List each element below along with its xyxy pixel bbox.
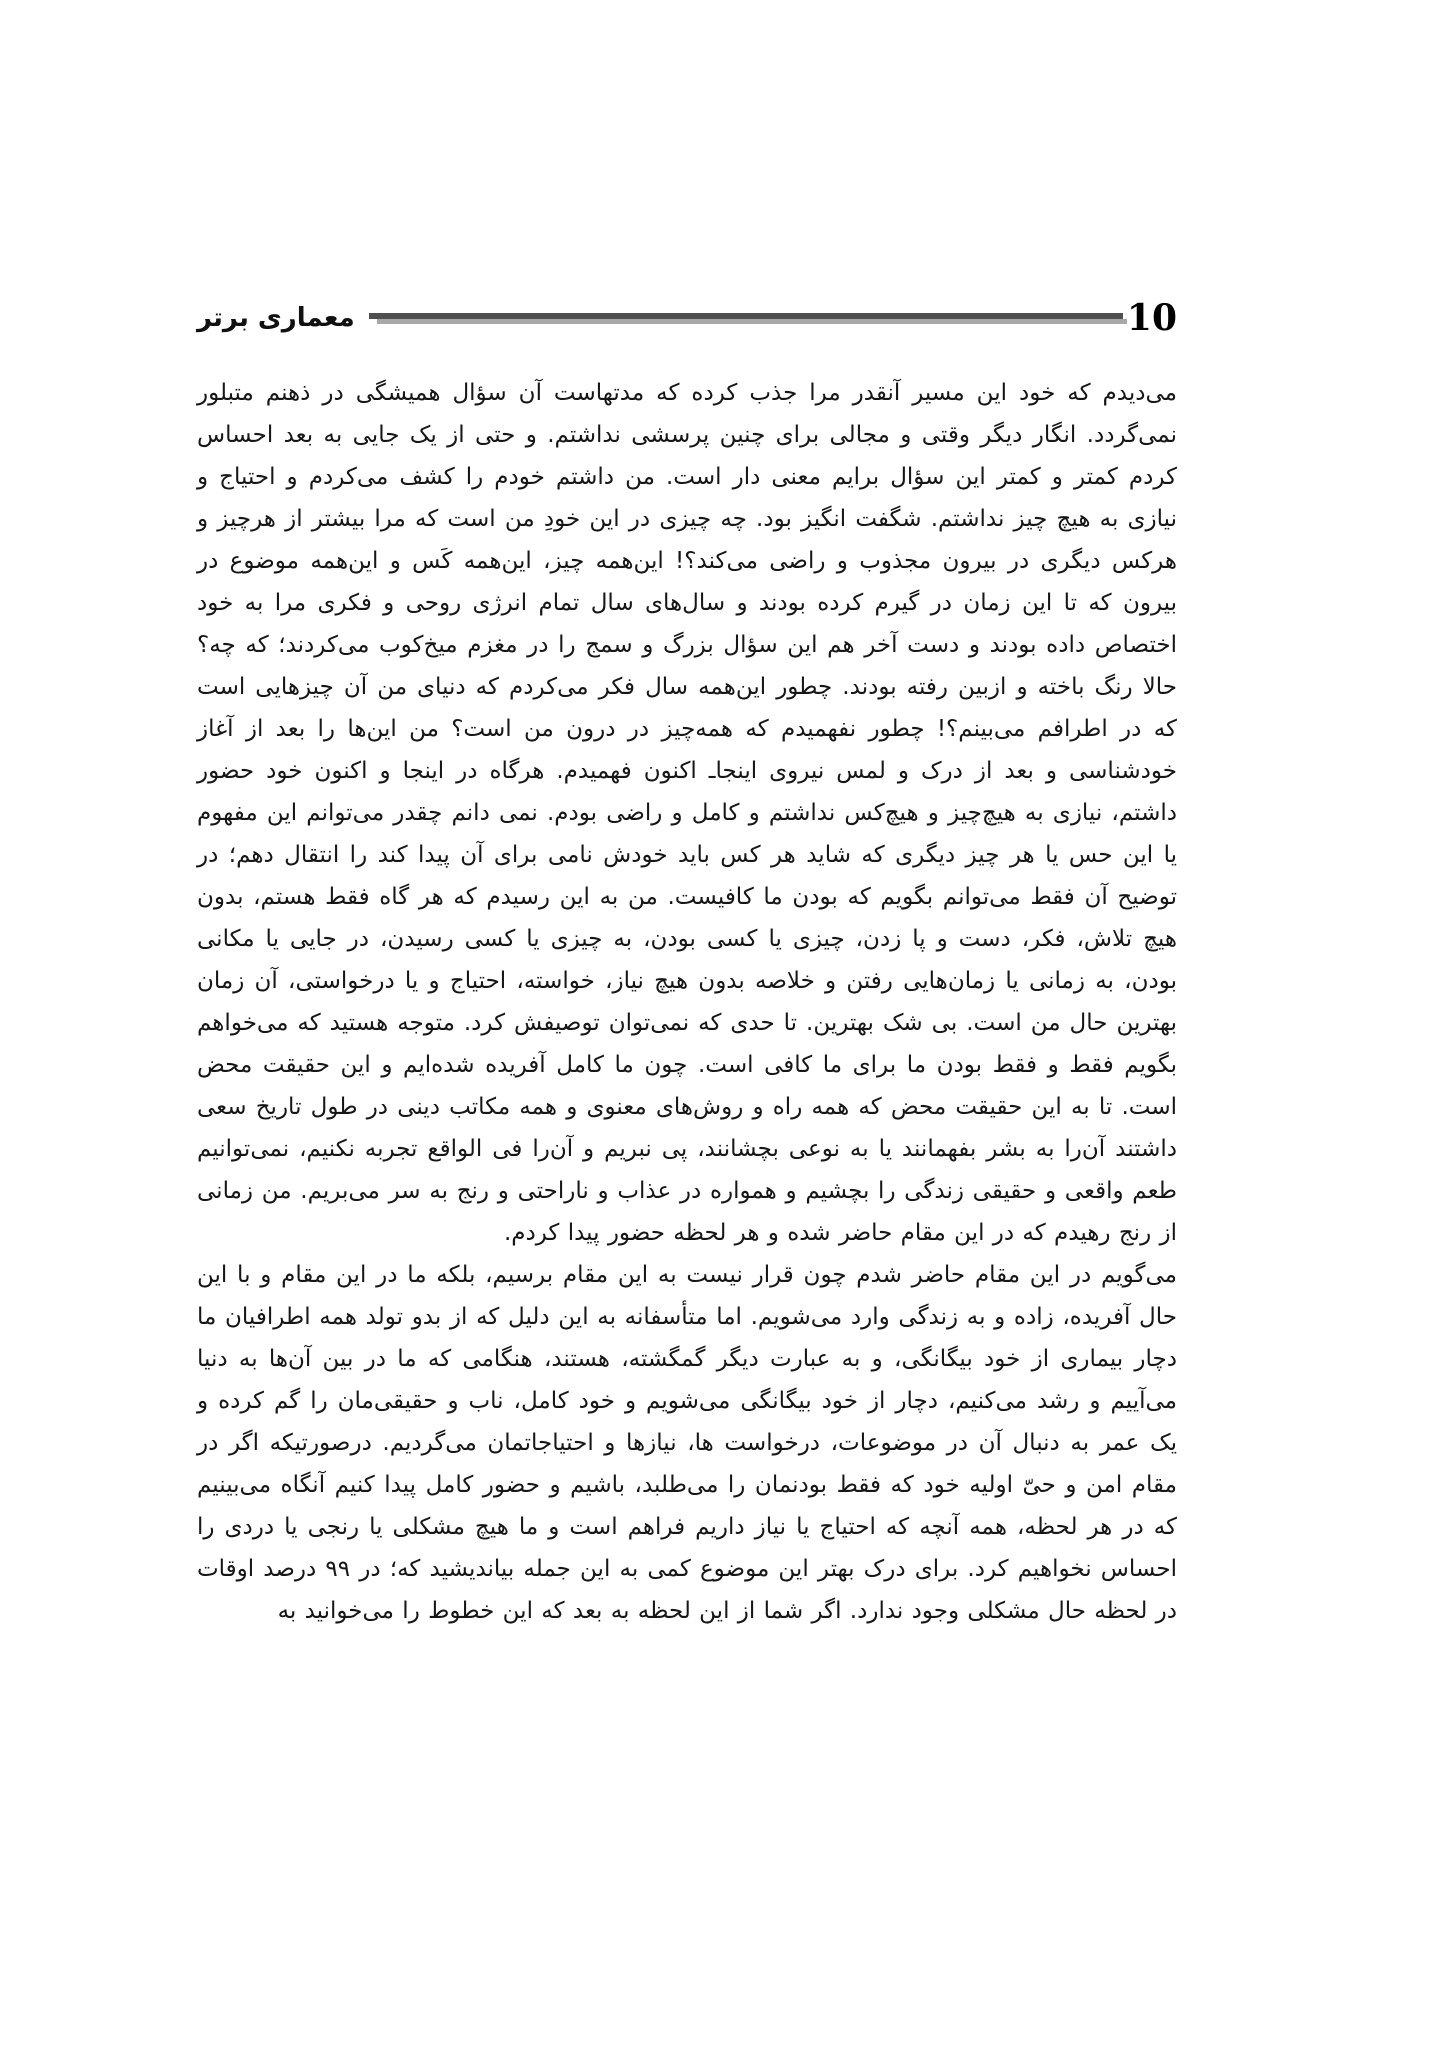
running-header bbox=[197, 297, 1177, 339]
page-number: 10 bbox=[1126, 297, 1177, 339]
header-rule bbox=[369, 313, 1123, 326]
body-text bbox=[197, 372, 1177, 1632]
paragraph: می‌گویم در این مقام حاضر شدم چون قرار نیست به این مقام برسیم، بلکه ما در این مقام و با این حال آفریده، زاده و به زندگی وارد می‌شویم. اما متأسفانه به این دلیل که از بدو تولد همه اطرافیان ما دچار بیماری از خود بیگانگی، و به عبارت دیگر گمگشته، هستند، هنگامی که ما در بین آن‌ها به دنیا می‌آییم و رشد می‌کنیم، دچار از خود بیگانگی می‌شویم و خود کامل، ناب و حقیقی‌مان را گم کرده و یک عمر به دنبال آن در موضوعات، درخواست ها، نیازها و احتیاجاتمان می‌گردیم. درصورتیکه اگر در مقام امن و حیّ اولیه خود که فقط بودنمان را می‌طلبد، باشیم و حضور کامل پیدا کنیم آنگاه می‌بینیم که در هر لحظه، همه آنچه که احتیاج یا نیاز داریم فراهم است و ما هیچ مشکلی یا رنجی یا دردی را احساس نخواهیم کرد. برای درک بهتر این موضوع کمی به این جمله بیاندیشید که؛ در ۹۹ درصد اوقات در لحظه حال مشکلی وجود ندارد. اگر شما از این لحظه به بعد که این خطوط را می‌خوانید به bbox=[197, 1262, 1177, 1624]
paragraph: می‌دیدم که خود این مسیر آنقدر مرا جذب کرده که مدتهاست آن سؤال همیشگی در ذهنم متبلور نمی‌گردد. انگار دیگر وقتی و مجالی برای چنین پرسشی نداشتم. و حتی از یک جایی به بعد احساس کردم کمتر و کمتر این سؤال برایم معنی دار است. من داشتم خودم را کشف می‌کردم و احتیاج و نیازی به هیچ چیز نداشتم. شگفت انگیز بود. چه چیزی در این خودِ من است که مرا بیشتر از هرچیز و هرکس دیگری در بیرون مجذوب و راضی می‌کند؟! این‌همه چیز، این‌همه کَس و این‌همه موضوع در بیرون که تا این زمان در گیرم کرده بودند و سال‌های سال تمام انرژی روحی و فکری مرا به خود اختصاص داده بودند و دست آخر هم این سؤال بزرگ و سمج را در مغزم میخ‌کوب می‌کردند؛ که چه؟ حالا رنگ باخته و ازبین رفته بودند. چطور این‌همه سال فکر می‌کردم که دنیای من آن چیزهایی است که در اطرافم می‌بینم؟! چطور نفهمیدم که همه‌چیز در درون من است؟ من این‌ها را بعد از آغاز خودشناسی و بعد از درک و لمس نیروی اینجاـ اکنون فهمیدم. هرگاه در اینجا و اکنون خود حضور داشتم، نیازی به هیچ‌چیز و هیچ‌کس نداشتم و کامل و راضی بودم. نمی دانم چقدر می‌توانم این مفهوم یا این حس یا هر چیز دیگری که شاید هر کس باید خودش نامی برای آن پیدا کند را انتقال دهم؛ در توضیح آن فقط می‌توانم بگویم که بودن ما کافیست. من به این رسیدم که هر گاه فقط هستم، بدون هیچ تلاش، فکر، دست و پا زدن، چیزی یا کسی بودن، به چیزی یا کسی رسیدن، در جایی یا مکانی بودن، به زمانی یا زمان‌هایی رفتن و خلاصه بدون هیچ نیاز، خواسته، احتیاج و یا درخواستی، آن زمان بهترین حال من است. بی شک بهترین. تا حدی که نمی‌توان توصیفش کرد. متوجه هستید که می‌خواهم بگویم فقط و فقط بودن ما برای ما کافی است. چون ما کامل آفریده شده‌ایم و این حقیقت محض است. تا به این حقیقت محض که همه راه و روش‌های معنوی و همه مکاتب دینی در طول تاریخ سعی داشتند آن‌را به بشر بفهمانند یا به نوعی بچشانند، پی نبریم و آن‌را فی الواقع تجربه نکنیم، نمی‌توانیم طعم واقعی و حقیقی زندگی را بچشیم و همواره در عذاب و ناراحتی و رنج به سر می‌بریم. من زمانی از رنج رهیدم که در این مقام حاضر شده و هر لحظه حضور پیدا کردم. bbox=[197, 380, 1177, 1246]
book-title: معماری برتر bbox=[197, 303, 355, 333]
header-rule-light-line bbox=[377, 319, 1127, 324]
